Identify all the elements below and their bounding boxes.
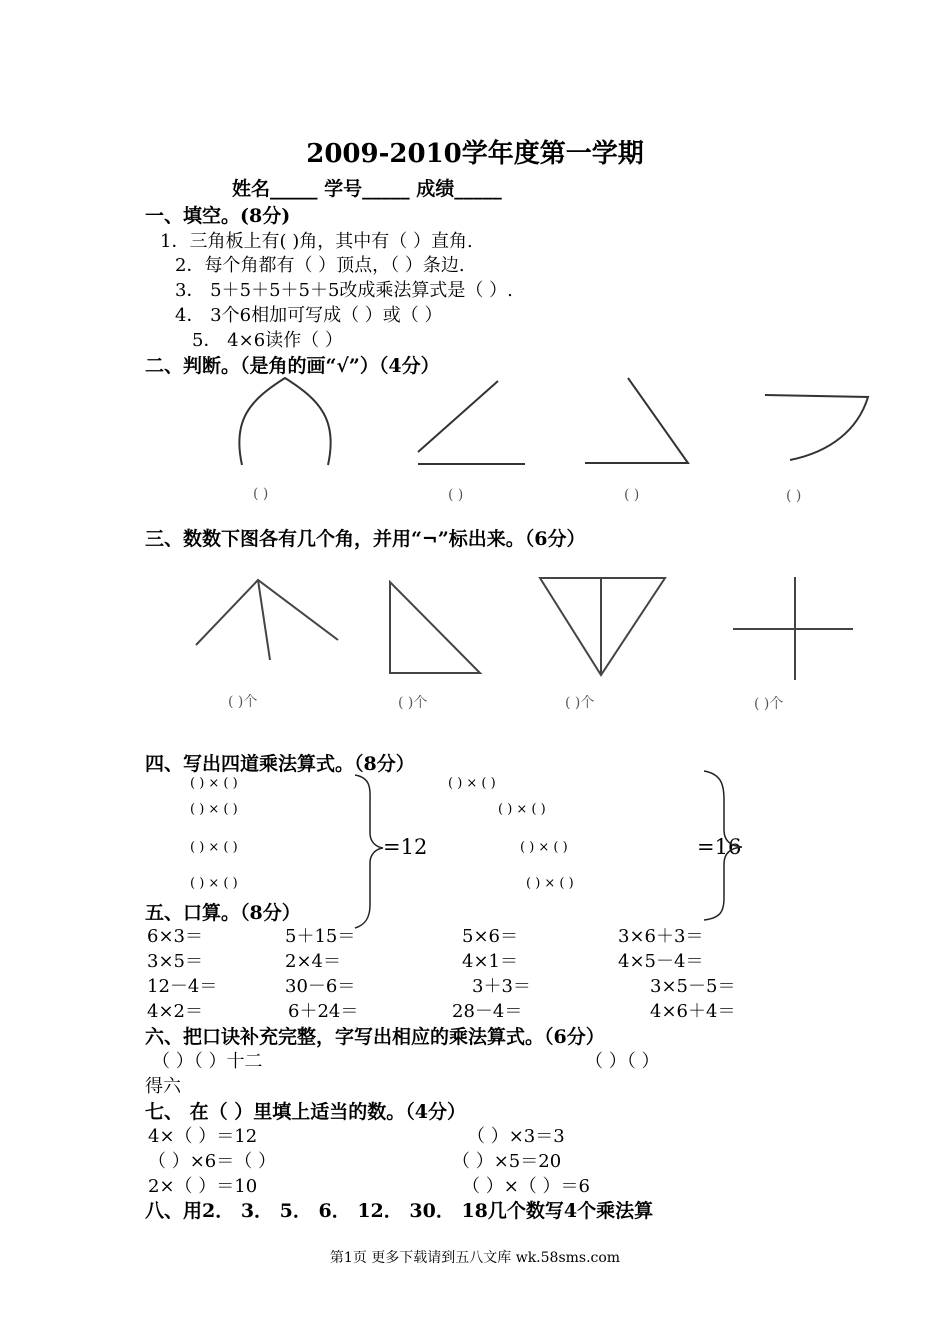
count-blank-1[interactable]: ( )个: [228, 694, 258, 710]
fill-r2-right[interactable]: （ ）×5＝20: [452, 1151, 562, 1172]
count-blank-4[interactable]: ( )个: [754, 696, 784, 712]
section-4-heading: 四、写出四道乘法算式。（8分）: [145, 753, 415, 775]
right-result: =16: [697, 835, 742, 859]
section-7-heading: 七、 在（ ）里填上适当的数。（4分）: [145, 1101, 466, 1123]
mental-math-r3c3: 3＋3＝: [472, 976, 531, 997]
judgment-blank-2[interactable]: ( ): [448, 487, 464, 503]
mental-math-r3c4: 3×5－5＝: [650, 976, 736, 997]
question-1-2: 2．每个角都有（ ）顶点，（ ）条边.: [175, 255, 465, 276]
page-footer: 第1页 更多下载请到五八文库 wk.58sms.com: [329, 1250, 621, 1266]
judgment-blank-1[interactable]: ( ): [253, 486, 269, 502]
section-6-heading: 六、把口诀补充完整，字写出相应的乘法算式。（6分）: [145, 1026, 605, 1048]
mental-math-r1c2: 5＋15＝: [285, 926, 356, 947]
right-multiplication-row-2[interactable]: ( ) × ( ): [498, 802, 546, 817]
mental-math-r2c4: 4×5－4＝: [618, 951, 704, 972]
section-1-heading: 一、填空。(8分): [145, 205, 291, 227]
mental-math-r4c1: 4×2＝: [147, 1001, 203, 1022]
left-result: =12: [383, 835, 428, 859]
fill-r2-left[interactable]: （ ）×6＝（ ）: [148, 1151, 276, 1172]
question-1-4: 4． 3个6相加可写成（ ）或（ ）: [175, 305, 443, 326]
left-brace: [355, 775, 383, 928]
left-multiplication-row-1[interactable]: ( ) × ( ): [190, 776, 238, 791]
left-multiplication-row-2[interactable]: ( ) × ( ): [190, 802, 238, 817]
mental-math-r3c2: 30－6＝: [285, 976, 356, 997]
section-8-heading: 八、用2． 3． 5． 6． 12． 30． 18几个数写4个乘法算: [145, 1200, 654, 1222]
right-multiplication-row-3[interactable]: ( ) × ( ): [520, 840, 568, 855]
left-multiplication-row-3[interactable]: ( ) × ( ): [190, 840, 238, 855]
count-blank-3[interactable]: ( )个: [565, 695, 595, 711]
mental-math-r4c2: 6＋24＝: [288, 1001, 359, 1022]
left-multiplication-row-4[interactable]: ( ) × ( ): [190, 876, 238, 891]
page-title: 2009-2010学年度第一学期: [306, 139, 644, 169]
fill-r1-right[interactable]: （ ）×3＝3: [467, 1126, 565, 1147]
fill-r1-left[interactable]: 4×（ ）＝12: [148, 1126, 258, 1147]
mental-math-r2c3: 4×1＝: [462, 951, 518, 972]
right-multiplication-row-4[interactable]: ( ) × ( ): [526, 876, 574, 891]
section-5-heading: 五、口算。（8分）: [145, 902, 301, 924]
mental-math-r1c4: 3×6＋3＝: [618, 926, 704, 947]
mental-math-r3c1: 12－4＝: [147, 976, 218, 997]
section-3-heading: 三、数数下图各有几个角，并用“¬”标出来。（6分）: [145, 528, 586, 550]
mental-math-r2c1: 3×5＝: [147, 951, 203, 972]
mental-math-r4c3: 28－4＝: [452, 1001, 523, 1022]
rhyme-line-right[interactable]: （ ）（ ）: [585, 1051, 660, 1072]
rhyme-line-2: 得六: [145, 1076, 181, 1097]
mental-math-r4c4: 4×6＋4＝: [650, 1001, 736, 1022]
mental-math-r1c1: 6×3＝: [147, 926, 203, 947]
question-1-1: 1．三角板上有( )角，其中有（ ）直角.: [160, 231, 473, 252]
right-multiplication-row-1[interactable]: ( ) × ( ): [448, 776, 496, 791]
section-2-heading: 二、判断。（是角的画“√”）（4分）: [145, 355, 440, 377]
student-info-line: 姓名_____ 学号_____ 成绩_____: [232, 178, 502, 200]
fill-r3-right[interactable]: （ ）×（ ）＝6: [462, 1176, 590, 1197]
mental-math-r2c2: 2×4＝: [285, 951, 341, 972]
count-blank-2[interactable]: ( )个: [398, 695, 428, 711]
fill-r3-left[interactable]: 2×（ ）＝10: [148, 1176, 258, 1197]
judgment-blank-3[interactable]: ( ): [624, 487, 640, 503]
judgment-blank-4[interactable]: ( ): [786, 488, 802, 504]
question-1-3: 3． 5＋5＋5＋5＋5改成乘法算式是（ ）.: [175, 280, 513, 301]
mental-math-r1c3: 5×6＝: [462, 926, 518, 947]
rhyme-line-left[interactable]: （ ）（ ）十二: [152, 1051, 263, 1072]
question-1-5: 5． 4×6读作（ ）: [192, 330, 343, 351]
right-brace: [704, 771, 742, 920]
